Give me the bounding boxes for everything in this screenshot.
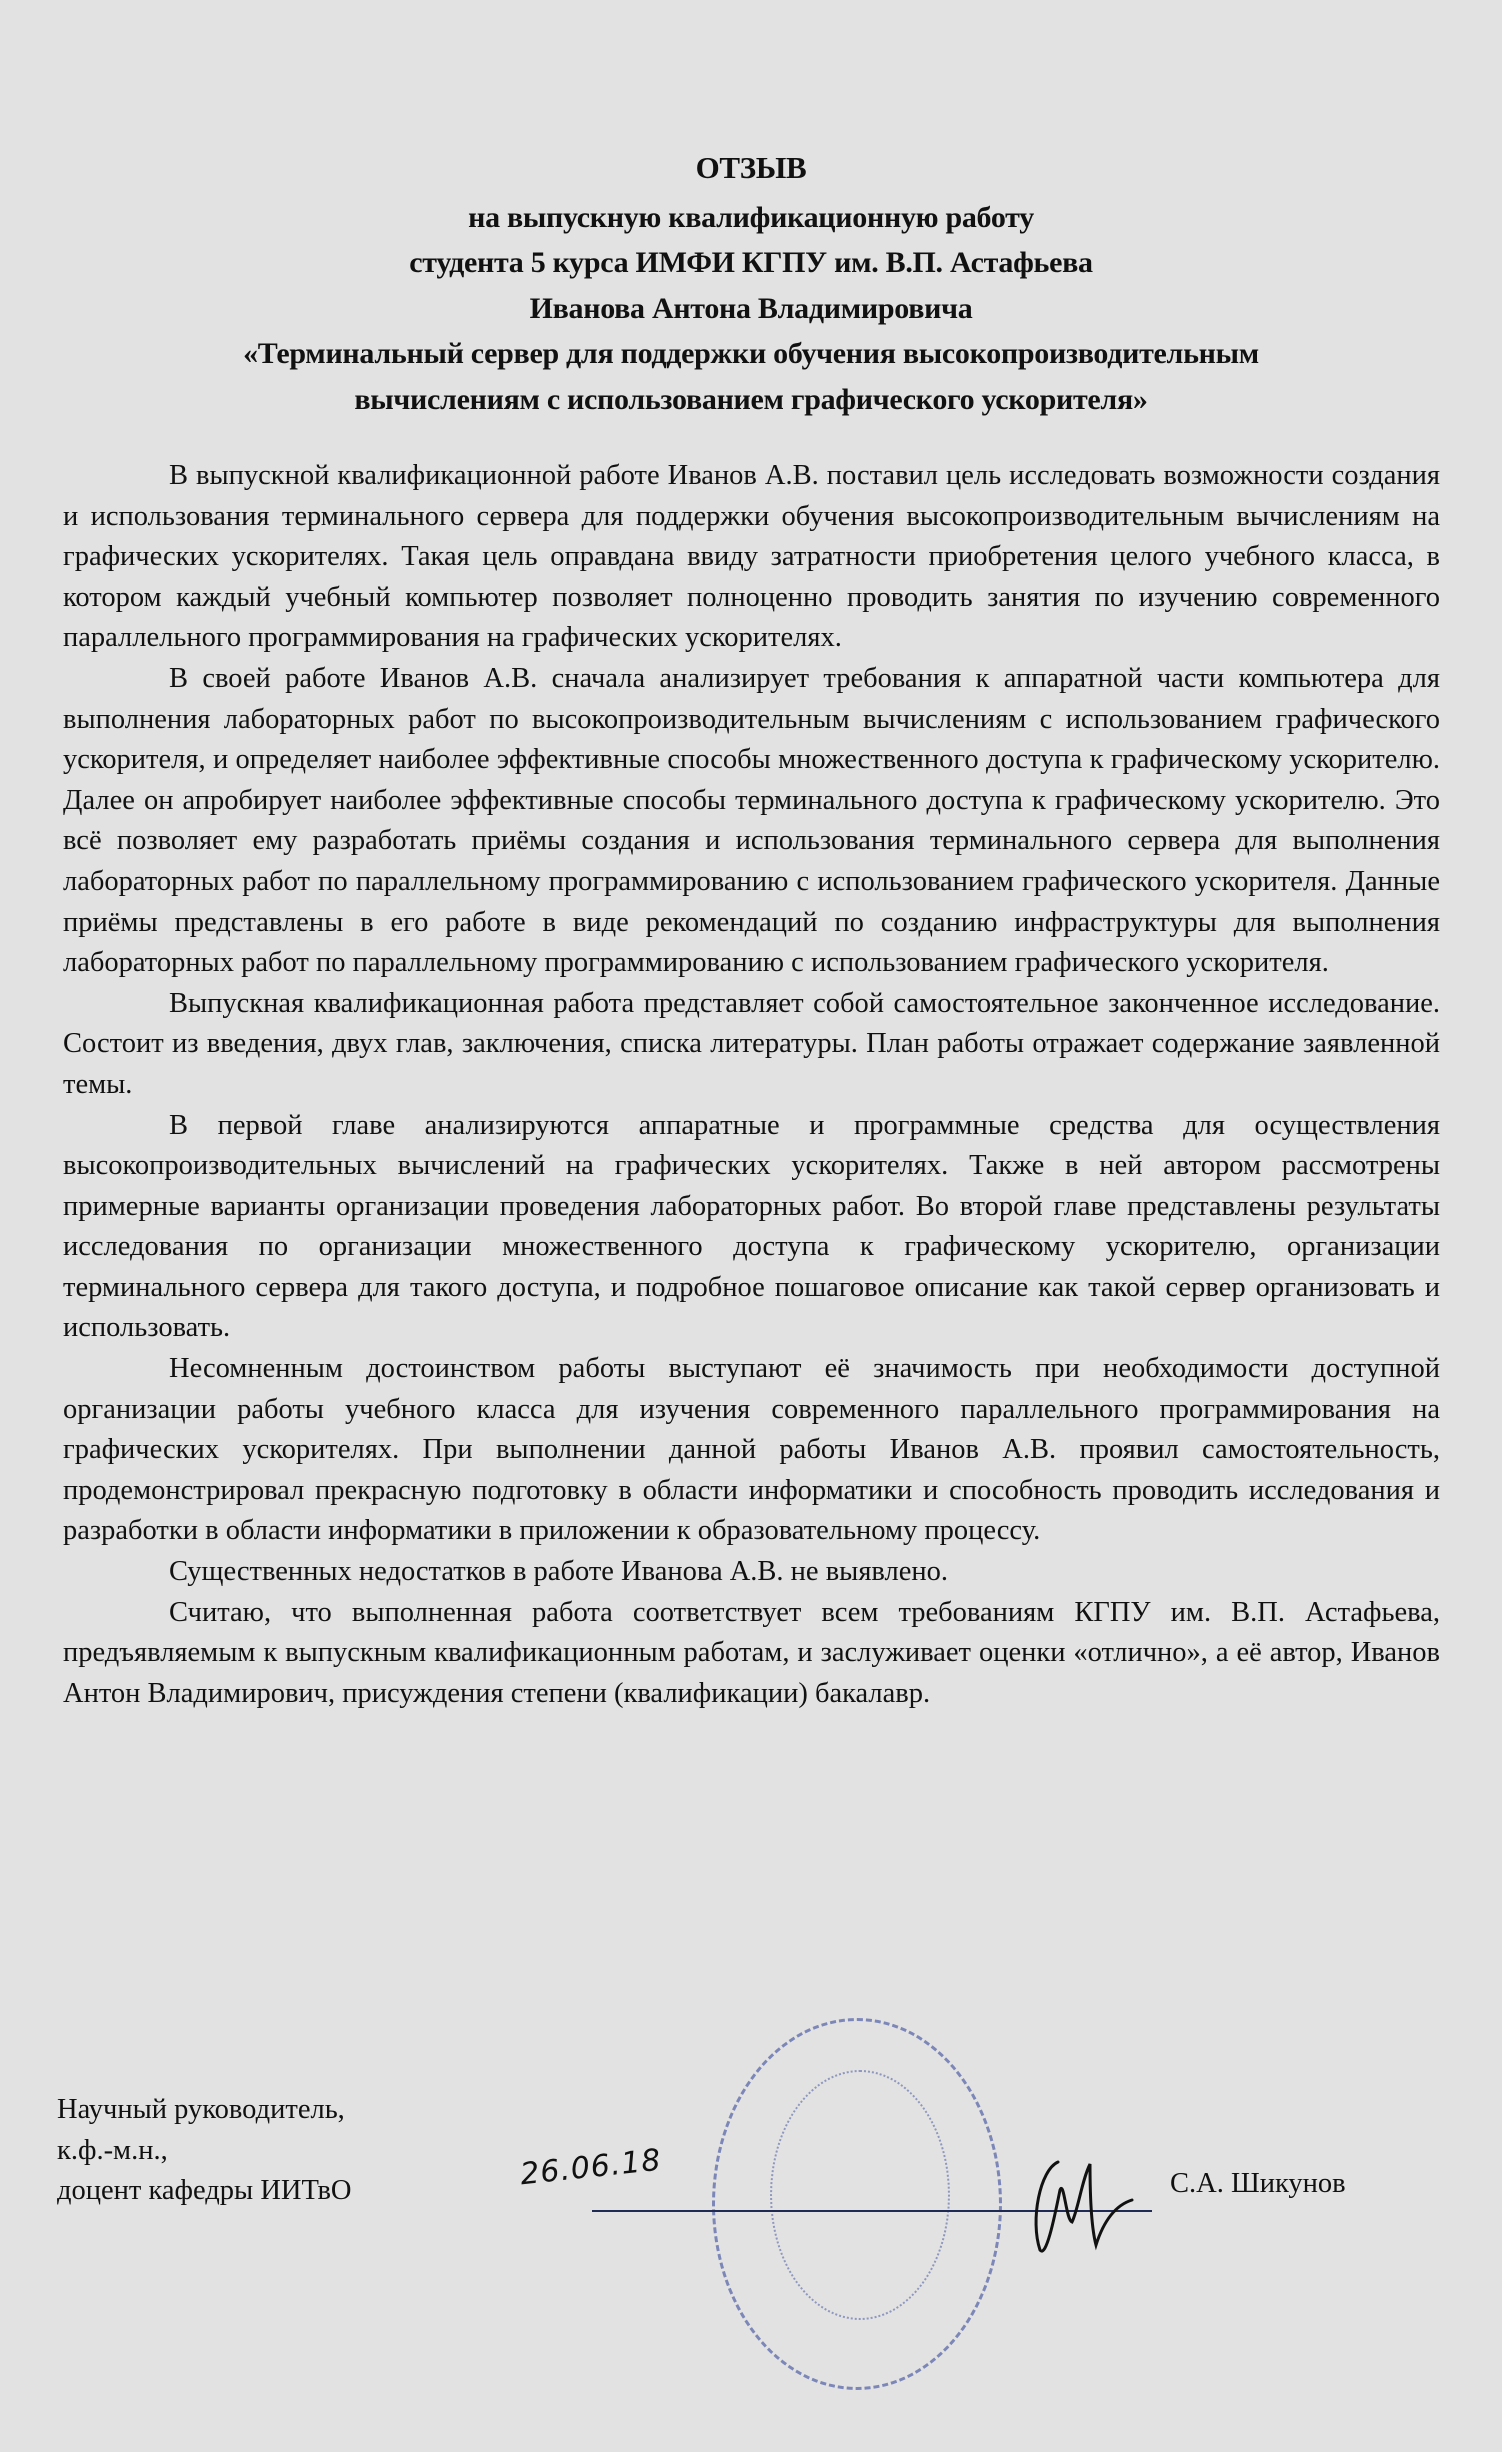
paragraph: В выпускной квалификационной работе Иванов А.В. поставил цель исследовать возможности создания и использования терминального сервера для поддержки обучения высокопроизводительным вычислениям на графических ускорителях. Такая цель оправдана ввиду затратности приобретения целого учебного класса, в котором каждый учебный компьютер позволяет полноценно проводить занятия по изучению современного параллельного программирования на графических ускорителях. [63, 460, 1440, 654]
role-line: доцент кафедры ИИТвО [57, 2175, 352, 2207]
role-line: к.ф.-м.н., [57, 2134, 168, 2166]
paragraph: Считаю, что выполненная работа соответствует всем требованиям КГПУ им. В.П. Астафьева, предъявляемым к выпускным квалификационным работам, и заслуживает оценки «отлично», а её автор, Иванов Антон Владимирович, присуждения степени (квалификации) бакалавр. [63, 1596, 1440, 1709]
paragraph: В первой главе анализируются аппаратные и программные средства для осуществления высокопроизводительных вычислений на графических ускорителях. Также в ней автором рассмотрены примерные варианты организации проведения лабораторных работ. Во второй главе представлены результаты исследования по организации множественного доступа к графическому ускорителю, организации терминального сервера для такого доступа, и подробное пошаговое описание как такой сервер организовать и использовать. [63, 1109, 1440, 1344]
supervisor-name: С.А. Шикунов [1170, 2168, 1346, 2199]
role-line: Научный руководитель, [57, 2094, 345, 2125]
document-title: ОТЗЫВ [695, 150, 807, 185]
review-body [63, 456, 1440, 1714]
document-header [0, 145, 1502, 422]
header-line: «Терминальный сервер для поддержки обучения высокопроизводительным [243, 337, 1259, 370]
handwritten-signature [1020, 2150, 1150, 2260]
handwritten-date: 26.06.18 [518, 2142, 664, 2193]
paragraph: В своей работе Иванов А.В. сначала анализирует требования к аппаратной части компьютера для выполнения лабораторных работ по высокопроизводительным вычислениям с использованием графического ускорителя, и определяет наиболее эффективные способы множественного доступа к графическому ускорителю. Далее он апробирует наиболее эффективные способы терминального доступа к графическому ускорителю. Это всё позволяет ему разработать приёмы создания и использования терминального сервера для выполнения лабораторных работ по параллельному программированию с использованием графического ускорителя. Данные приёмы представлены в его работе в виде рекомендаций по созданию инфраструктуры для выполнения лабораторных работ по параллельному программированию с использованием графического ускорителя. [63, 662, 1440, 979]
header-line: Иванова Антона Владимировича [529, 291, 973, 325]
header-line: на выпускную квалификационную работу [468, 200, 1034, 234]
header-line: вычислениям с использованием графического ускорителя» [354, 382, 1148, 416]
stamp-inner-ring [770, 2070, 950, 2320]
paragraph: Несомненным достоинством работы выступают её значимость при необходимости доступной организации работы учебного класса для изучения современного параллельного программирования на графических ускорителях. При выполнении данной работы Иванов А.В. проявил самостоятельность, продемонстрировал прекрасную подготовку в области информатики и способность проводить исследования и разработки в области информатики в приложении к образовательному процессу. [63, 1353, 1440, 1547]
supervisor-credentials [57, 2090, 352, 2212]
header-line: студента 5 курса ИМФИ КГПУ им. В.П. Астафьева [409, 246, 1093, 279]
paragraph: Существенных недостатков в работе Иванова А.В. не выявлено. [169, 1556, 949, 1588]
paragraph: Выпускная квалификационная работа представляет собой самостоятельное законченное исследование. Состоит из введения, двух глав, заключения, списка литературы. План работы отражает содержание заявленной темы. [63, 987, 1440, 1100]
